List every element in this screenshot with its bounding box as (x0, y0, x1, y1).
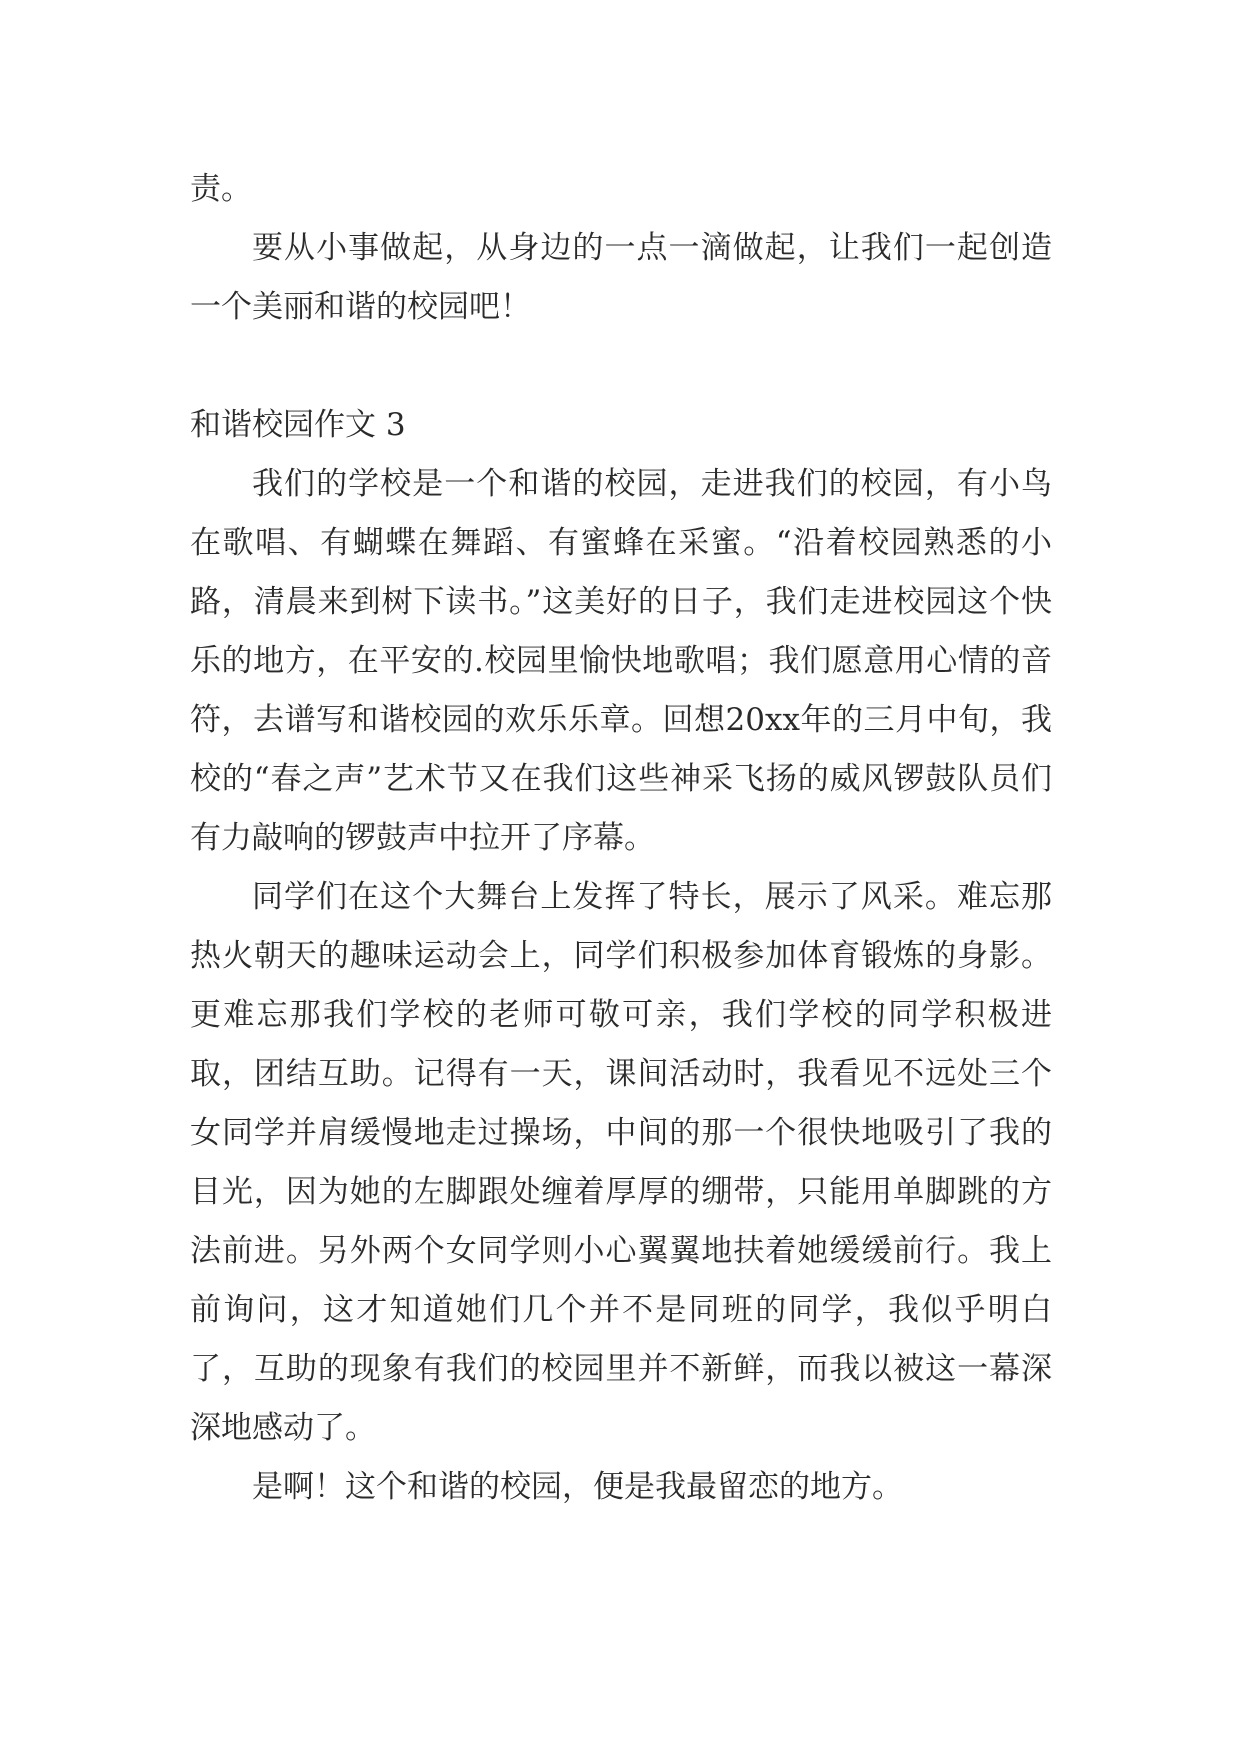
essay-paragraph-3: 是啊！这个和谐的校园，便是我最留恋的地方。 (252, 1469, 903, 1505)
document-body (190, 160, 1052, 1517)
intro-continuation: 责。 (190, 171, 252, 207)
essay-paragraph-2: 同学们在这个大舞台上发挥了特长，展示了风采。难忘那热火朝天的趣味运动会上，同学们积极参加体育锻炼的身影。更难忘那我们学校的老师可敬可亲，我们学校的同学积极进取，团结互助。记得有一天，课间活动时，我看见不远处三个女同学并肩缓慢地走过操场，中间的那一个很快地吸引了我的目光，因为她的左脚跟处缠着厚厚的绷带，只能用单脚跳的方法前进。另外两个女同学则小心翼翼地扶着她缓缓前行。我上前询问，这才知道她们几个并不是同班的同学，我似乎明白了，互助的现象有我们的校园里并不新鲜，而我以被这一幕深深地感动了。 (190, 879, 1052, 1446)
section-gap (190, 337, 1052, 396)
essay-title: 和谐校园作文 3 (190, 407, 406, 443)
intro-closing-paragraph: 要从小事做起，从身边的一点一滴做起，让我们一起创造一个美丽和谐的校园吧！ (190, 230, 1052, 325)
essay-paragraph-1: 我们的学校是一个和谐的校园，走进我们的校园，有小鸟在歌唱、有蝴蝶在舞蹈、有蜜蜂在采蜜。“沿着校园熟悉的小路，清晨来到树下读书。”这美好的日子，我们走进校园这个快乐的地方，在平安的.校园里愉快地歌唱；我们愿意用心情的音符，去谱写和谐校园的欢乐乐章。回想20xx年的三月中旬，我校的“春之声”艺术节又在我们这些神采飞扬的威风锣鼓队员们有力敲响的锣鼓声中拉开了序幕。 (190, 466, 1052, 856)
